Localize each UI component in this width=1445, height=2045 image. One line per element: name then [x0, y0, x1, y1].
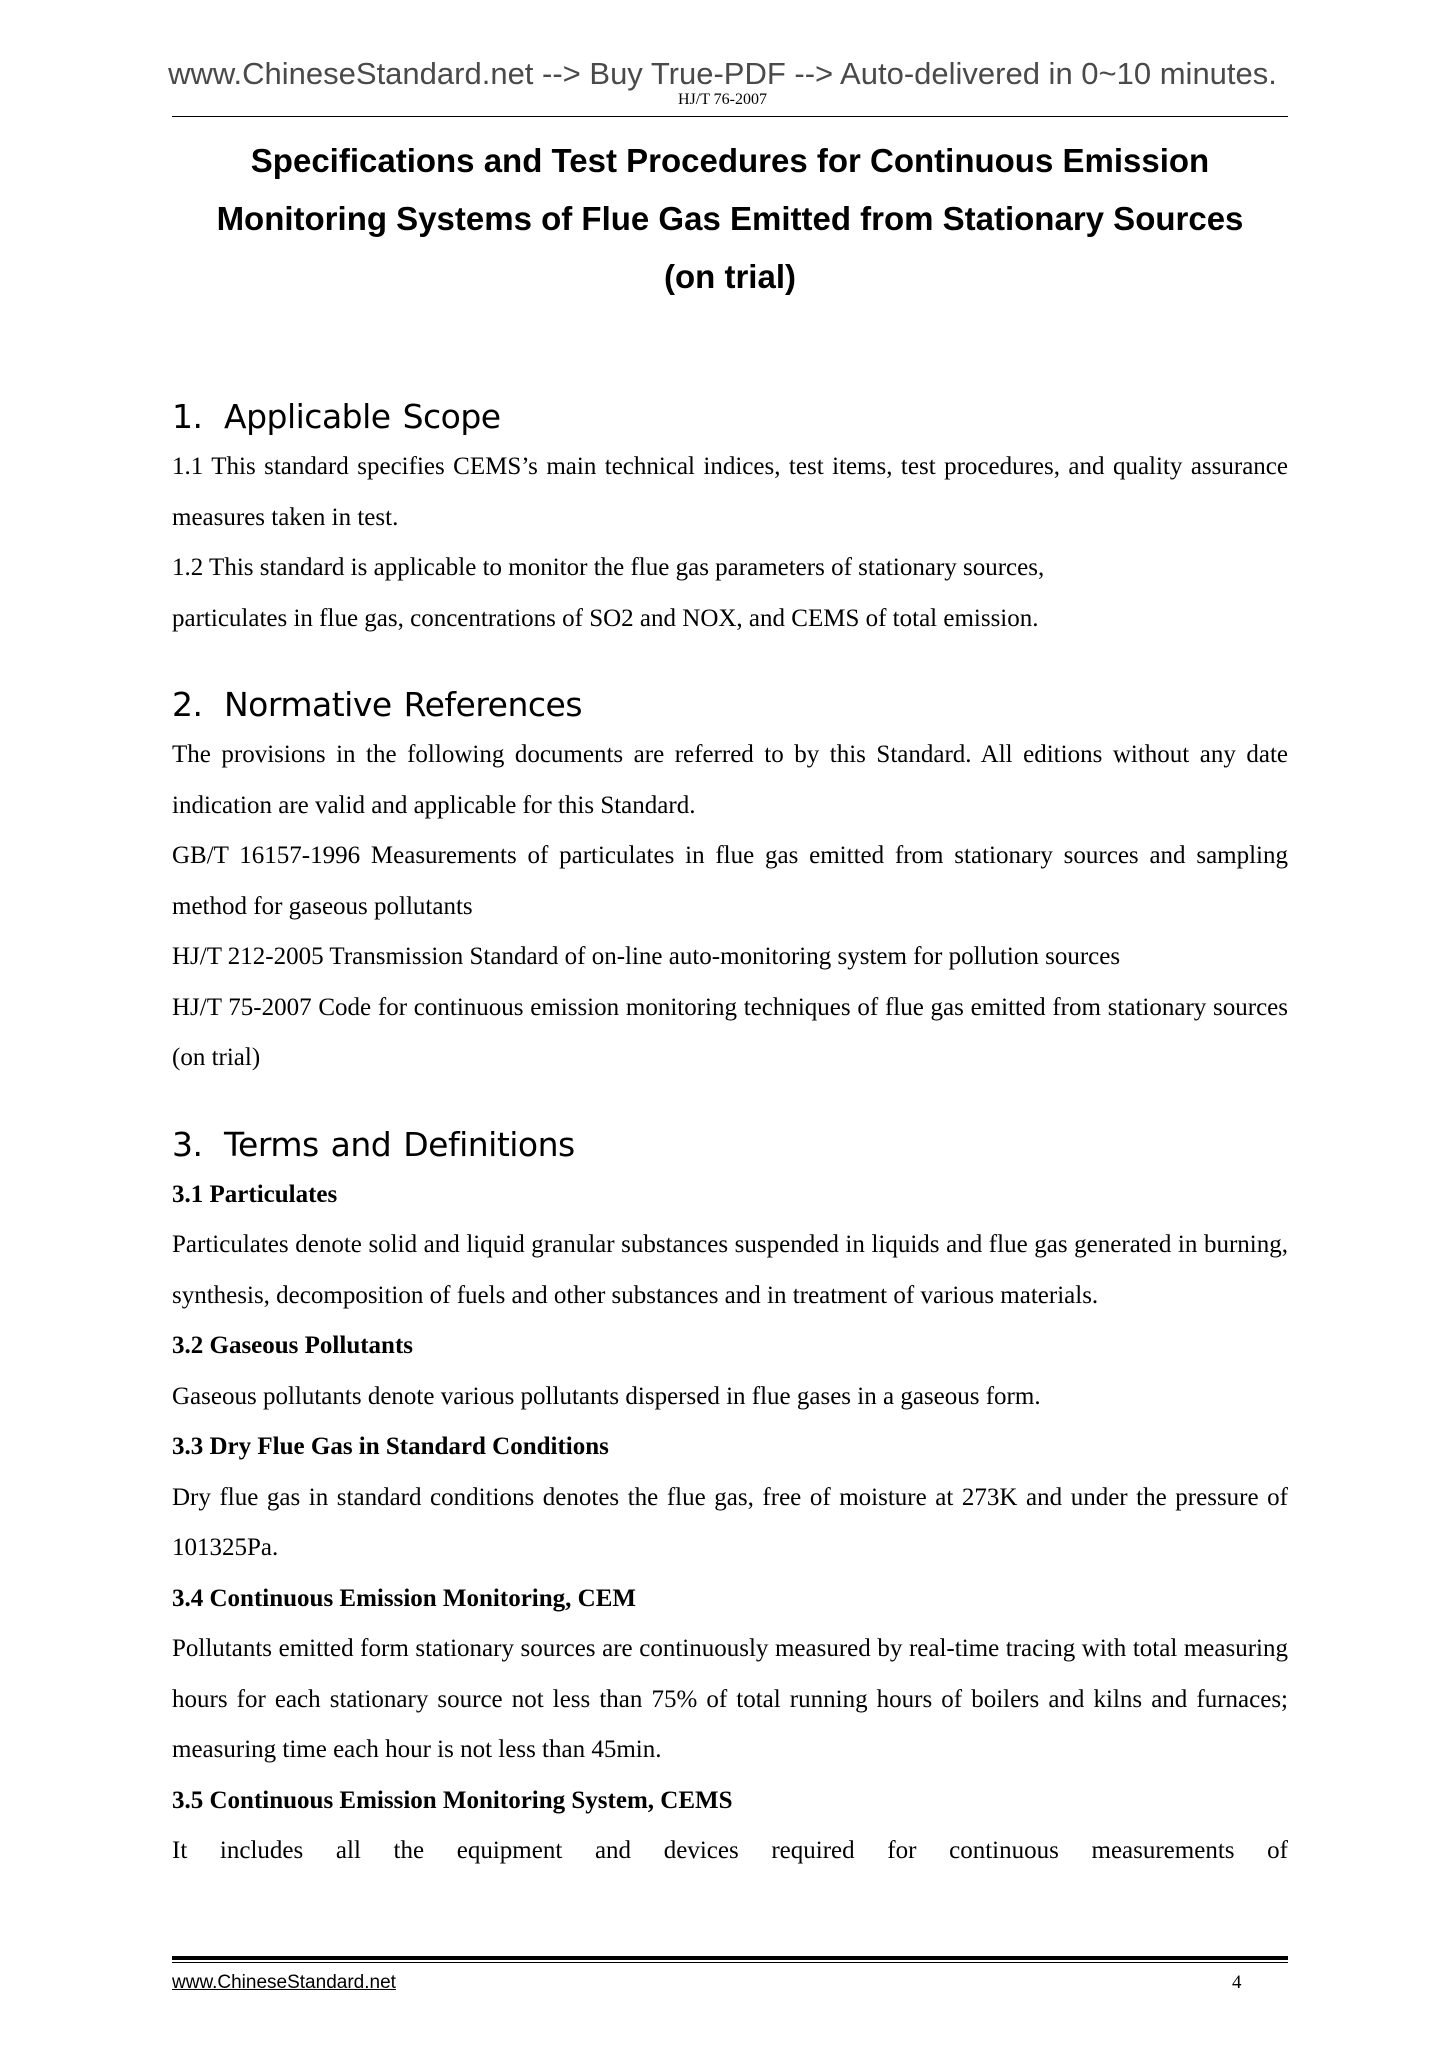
section-3-title: Terms and Definitions	[224, 1124, 575, 1164]
page-number: 4	[1232, 1972, 1242, 1993]
title-line-1: Specifications and Test Procedures for Continuous Emission	[250, 142, 1210, 179]
header-divider	[172, 116, 1288, 117]
term-3-4-title: 3.4 Continuous Emission Monitoring, CEM	[172, 1584, 636, 1612]
term-3-1-body: Particulates denote solid and liquid granular substances suspended in liquids and flue gas generated in burning, synthesis, decomposition of fuels and other substances and in treatment of various materials.	[172, 1231, 1288, 1309]
document-number: HJ/T 76-2007	[677, 91, 768, 108]
section-3-number: 3.	[172, 1124, 203, 1164]
paragraph-1-2b: particulates in flue gas, concentrations of SO2 and NOX, and CEMS of total emission.	[172, 604, 1039, 632]
title-line-3: (on trial)	[664, 258, 796, 295]
term-3-4-body: Pollutants emitted form stationary sources are continuously measured by real-time tracing with total measuring hours for each stationary source not less than 75% of total running hours of boilers and kilns and furnaces; measuring time each hour is not less than 45min.	[172, 1635, 1288, 1763]
term-3-3-body: Dry flue gas in standard conditions denotes the flue gas, free of moisture at 273K and under the pressure of 101325Pa.	[172, 1483, 1288, 1561]
footer-divider-thick	[172, 1956, 1288, 1960]
section-2-title: Normative References	[224, 685, 583, 724]
section-2-heading	[172, 680, 1288, 730]
term-3-3-title: 3.3 Dry Flue Gas in Standard Conditions	[172, 1433, 609, 1460]
paragraph-2-intro: The provisions in the following documents are referred to by this Standard. All editions without any date indication are valid and applicable for this Standard.	[172, 741, 1288, 819]
title-line-2: Monitoring Systems of Flue Gas Emitted from Stationary Sources	[216, 200, 1244, 237]
document-body	[172, 392, 1288, 1877]
term-3-2-title: 3.2 Gaseous Pollutants	[172, 1332, 414, 1359]
section-1-number: 1.	[172, 397, 203, 436]
section-2-number: 2.	[172, 685, 203, 724]
paragraph-1-2a: 1.2 This standard is applicable to monitor the flue gas parameters of stationary sources,	[172, 554, 1045, 581]
footer-website-link[interactable]: www.ChineseStandard.net	[172, 1972, 396, 1993]
reference-gbt-16157: GB/T 16157-1996 Measurements of particulates in flue gas emitted from stationary sources and sampling method for gaseous pollutants	[172, 842, 1288, 920]
reference-hjt-212: HJ/T 212-2005 Transmission Standard of on-line auto-monitoring system for pollution sources	[172, 943, 1121, 970]
term-3-5-title: 3.5 Continuous Emission Monitoring System, CEMS	[172, 1786, 733, 1814]
reference-hjt-75: HJ/T 75-2007 Code for continuous emission monitoring techniques of flue gas emitted from stationary sources (on trial)	[172, 993, 1288, 1071]
section-1-heading	[172, 392, 1288, 442]
term-3-5-body: It includes all the equipment and devices required for continuous measurements of	[172, 1837, 1288, 1864]
term-3-1-title: 3.1 Particulates	[172, 1180, 338, 1208]
section-1-title: Applicable Scope	[224, 397, 501, 436]
header-banner: www.ChineseStandard.net --> Buy True-PDF --> Auto-delivered in 0~10 minutes.	[168, 56, 1277, 91]
paragraph-1-1: 1.1 This standard specifies CEMS’s main technical indices, test items, test procedures, and quality assurance measures taken in test.	[172, 453, 1288, 531]
footer-divider-thin	[172, 1962, 1288, 1963]
term-3-2-body: Gaseous pollutants denote various pollutants dispersed in flue gases in a gaseous form.	[172, 1382, 1041, 1410]
document-title	[172, 132, 1288, 306]
section-3-heading	[172, 1120, 1288, 1170]
